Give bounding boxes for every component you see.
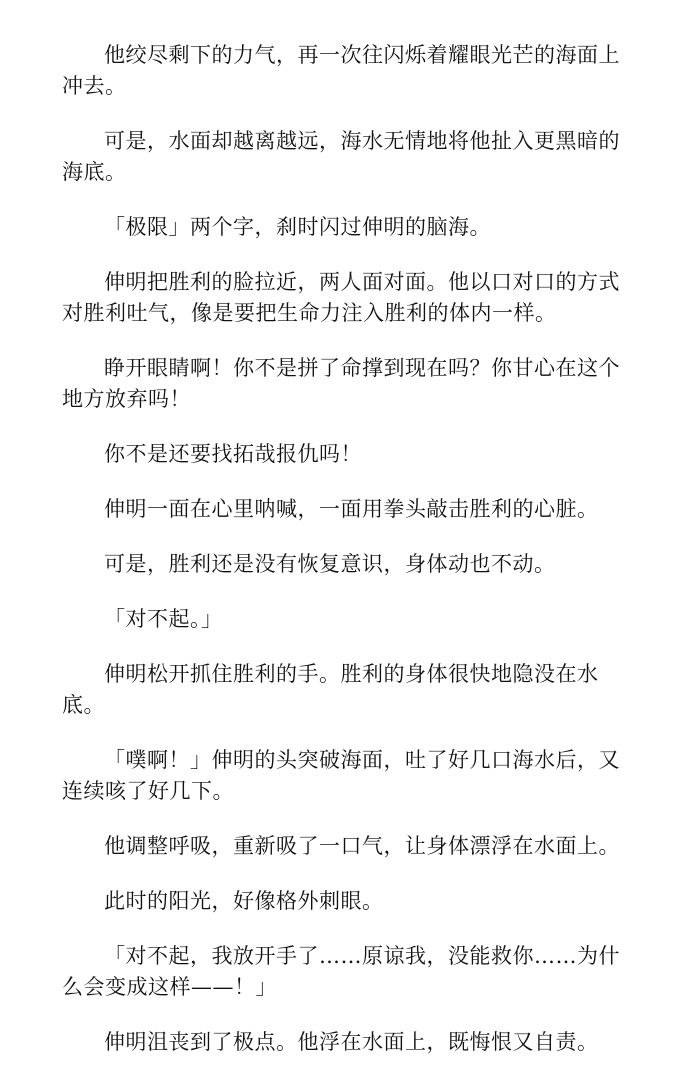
paragraph: 「对不起。」 — [104, 607, 223, 631]
document-page — [62, 40, 638, 1082]
paragraph: 他调整呼吸，重新吸了一口气，让身体漂浮在水面上。 — [104, 834, 620, 858]
paragraph: 可是，水面却越离越远，海水无情地将他扯入更黑暗的海底。 — [62, 129, 620, 184]
paragraph: 「极限」两个字，刹时闪过伸明的脑海。 — [104, 215, 491, 239]
paragraph: 伸明把胜利的脸拉近，两人面对面。他以口对口的方式对胜利吐气，像是要把生命力注入胜利的体内一样。 — [62, 270, 620, 325]
paragraph: 伸明沮丧到了极点。他浮在水面上，既悔恨又自责。 — [104, 1030, 599, 1054]
paragraph: 伸明松开抓住胜利的手。胜利的身体很快地隐没在水底。 — [62, 662, 599, 717]
paragraph: 你不是还要找拓哉报仇吗！ — [104, 442, 362, 466]
paragraph: 伸明一面在心里呐喊，一面用拳头敲击胜利的心脏。 — [104, 497, 599, 521]
paragraph: 「噗啊！」伸明的头突破海面，吐了好几口海水后，又连续咳了好几下。 — [62, 748, 620, 803]
paragraph: 可是，胜利还是没有恢复意识，身体动也不动。 — [104, 552, 556, 576]
paragraph: 睁开眼睛啊！你不是拼了命撑到现在吗？你甘心在这个地方放弃吗！ — [62, 356, 620, 411]
paragraph: 「对不起，我放开手了……原谅我，没能救你……为什么会变成这样——！」 — [62, 944, 620, 999]
paragraph: 此时的阳光，好像格外刺眼。 — [104, 889, 384, 913]
paragraph: 他绞尽剩下的力气，再一次往闪烁着耀眼光芒的海面上冲去。 — [62, 43, 620, 98]
